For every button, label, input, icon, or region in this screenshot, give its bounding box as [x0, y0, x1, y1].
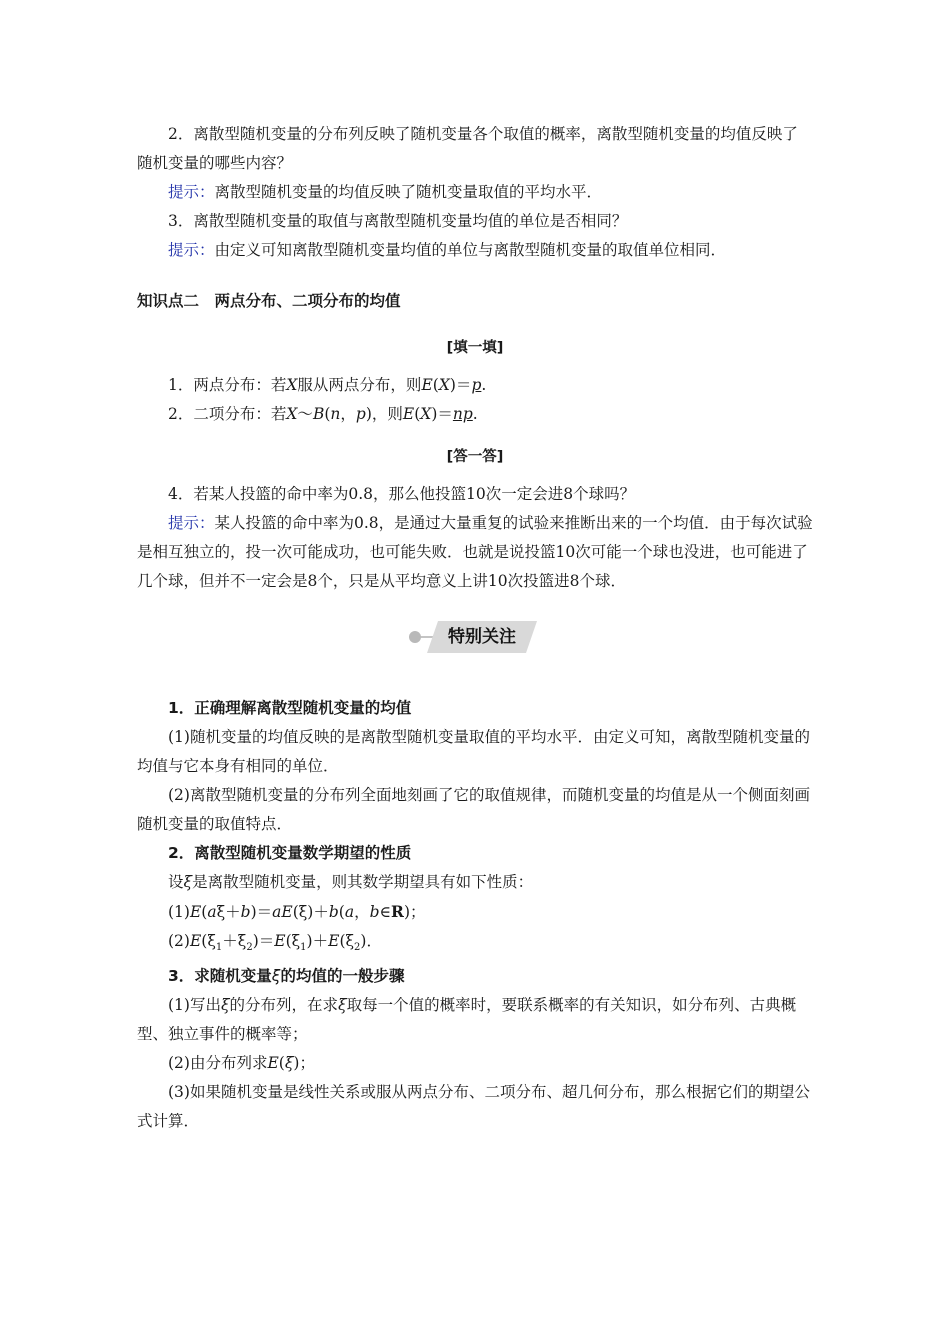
- note-paragraph-2: (2)离散型随机变量的分布列全面地刻画了它的取值规律，而随机变量的均值是从一个侧面刻画随机变量的取值特点．: [137, 786, 810, 833]
- note-heading-1: 1．正确理解离散型随机变量的均值: [168, 699, 412, 717]
- question-4: 4．若某人投篮的命中率为0.8，那么他投篮10次一定会进8个球吗？: [168, 485, 636, 503]
- note-p3-pre: 设: [168, 873, 184, 891]
- hint-label: 提示：: [168, 241, 215, 259]
- fill-item-2: 2．二项分布：若X～B(n，p)，则E(X)＝np.: [168, 405, 478, 423]
- fill-item-1-mid: 服从两点分布，则: [297, 376, 422, 394]
- hint-4: [137, 509, 813, 596]
- note-paragraph-3: 设ξ是离散型随机变量，则其数学期望具有如下性质：: [168, 873, 534, 891]
- banner-title: 特别关注: [448, 627, 516, 647]
- fill-item-2-text: 2．二项分布：若: [168, 405, 287, 423]
- question-3: 3．离散型随机变量的取值与离散型随机变量均值的单位是否相同？: [168, 212, 628, 230]
- note-paragraph-5: (2)由分布列求E(ξ)；: [168, 1054, 315, 1073]
- hint-3: [137, 236, 813, 265]
- page-content: [137, 120, 813, 1136]
- fill-item-1-text: 1．两点分布：若: [168, 376, 287, 394]
- note-p5-pre: (2)由分布列求: [168, 1054, 268, 1073]
- note-h3-pre: 3．求随机变量: [168, 967, 272, 986]
- hint-2: [137, 178, 813, 207]
- note-p3-post: 是离散型随机变量，则其数学期望具有如下性质：: [192, 873, 534, 891]
- hint-label: 提示：: [168, 183, 215, 201]
- note-paragraph-6: (3)如果随机变量是线性关系或服从两点分布、二项分布、超几何分布，那么根据它们的期望公式计算．: [137, 1083, 810, 1131]
- hint-text: 由定义可知离散型随机变量均值的单位与离散型随机变量的取值单位相同．: [214, 241, 727, 259]
- banner-graphic: [409, 620, 537, 654]
- note-h3-post: 的均值的一般步骤: [280, 967, 405, 986]
- note-paragraph-4: (1)写出ξ的分布列，在求ξ取每一个值的概率时，要联系概率的有关知识，如分布列、古典概型、独立事件的概率等；: [137, 996, 797, 1044]
- banner-dot-icon: [409, 631, 421, 643]
- fill-answer-2: np: [452, 405, 473, 423]
- note-p4-mid: 的分布列，在求: [229, 996, 339, 1015]
- note-p4-post: 取每一个值的概率时，要联系概率的有关知识，如分布列、古典概型、独立事件的概率等；: [137, 996, 797, 1044]
- note-heading-2: 2．离散型随机变量数学期望的性质: [168, 844, 412, 862]
- note-p4-pre: (1)写出: [168, 996, 221, 1015]
- question-2: 2．离散型随机变量的分布列反映了随机变量各个取值的概率，离散型随机变量的均值反映了随机变量的哪些内容？: [137, 125, 798, 172]
- formula-2: $(2)E(\xi_1+\xi_2)=E(\xi_1)+E(\xi_2)$．: [168, 932, 382, 954]
- hint-text: 某人投篮的命中率为0.8，是通过大量重复的试验来推断出来的一个均值．由于每次试验是相互独立的，投一次可能成功，也可能失败．也就是说投篮10次可能一个球也没进，也可能进了几个球，但并不一定会是8个，只是从平均意义上讲10次投篮进8个球．: [137, 514, 813, 590]
- formula-1: (1)E(aξ＋b)＝aE(ξ)＋b(a，b∈R)；: [168, 902, 426, 921]
- section-title: 知识点二 两点分布、二项分布的均值: [137, 292, 401, 310]
- fill-label: [填一填]: [446, 340, 504, 356]
- special-attention-banner: [137, 610, 813, 680]
- fill-item-1: 1．两点分布：若X服从两点分布，则E(X)＝p.: [168, 376, 487, 394]
- fill-answer-1: p: [471, 376, 482, 394]
- hint-label: 提示：: [168, 514, 215, 532]
- note-heading-3: 3．求随机变量ξ的均值的一般步骤: [168, 967, 405, 986]
- answer-label: [答一答]: [446, 449, 504, 465]
- note-paragraph-1: (1)随机变量的均值反映的是离散型随机变量取值的平均水平．由定义可知，离散型随机变量的均值与它本身有相同的单位．: [137, 728, 810, 775]
- hint-text: 离散型随机变量的均值反映了随机变量取值的平均水平．: [214, 183, 603, 201]
